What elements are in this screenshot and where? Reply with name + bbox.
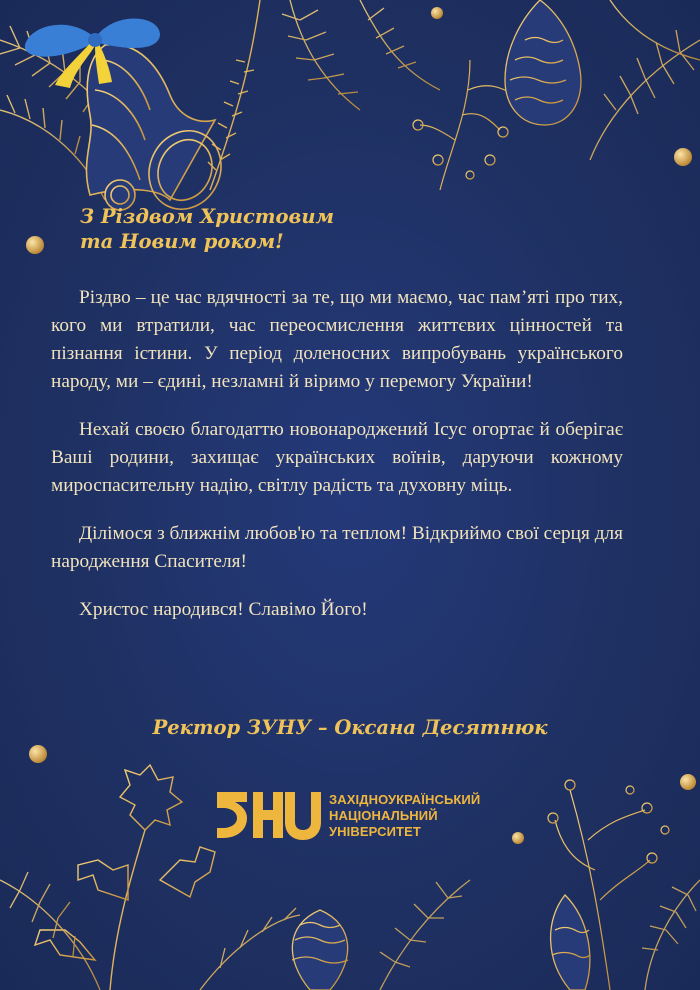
pine-branch-icon bbox=[282, 0, 440, 110]
pine-branch-icon bbox=[0, 872, 300, 990]
greeting-title bbox=[80, 204, 500, 254]
paragraph: Христос народився! Славімо Його! bbox=[79, 599, 368, 620]
pine-branch-icon bbox=[642, 880, 700, 990]
pine-branch-icon bbox=[380, 880, 470, 990]
logo-text bbox=[329, 792, 480, 840]
logo-line-2: НАЦІОНАЛЬНИЙ bbox=[329, 808, 438, 823]
paragraph: Нехай своєю благодаттю новонароджений Ісус огортає й оберігає Ваші родини, захищає українських воїнів, даруючи кожному мироспасительну надію, світлу радість та духовну міць. bbox=[51, 419, 623, 496]
greeting-body bbox=[51, 284, 623, 644]
logo-line-1: ЗАХІДНОУКРАЇНСЬКИЙ bbox=[329, 792, 481, 807]
paragraph: Ділімося з ближнім любов'ю та теплом! Відкриймо свої серця для народження Спасителя! bbox=[51, 523, 623, 572]
greeting-line-2: та Новим роком! bbox=[80, 230, 284, 253]
signature: Ректор ЗУНУ – Оксана Десятнюк bbox=[152, 716, 548, 739]
greeting-line-1: З Різдвом Христовим bbox=[80, 205, 335, 228]
willow-branch-icon bbox=[208, 0, 260, 190]
paragraph: Різдво – це час вдячності за те, що ми маємо, час пам’яті про тих, кого ми втратили, час переосмислення життєвих цінностей та пізнання істини. У період доленосних випробувань українського народу, ми – єдині, незламні й віримо у перемогу України! bbox=[51, 287, 623, 392]
holly-leaf-icon bbox=[35, 765, 215, 990]
university-logo bbox=[213, 784, 513, 846]
logo-mark-icon bbox=[213, 784, 323, 846]
logo-line-3: УНІВЕРСИТЕТ bbox=[329, 824, 421, 839]
pine-branch-icon bbox=[590, 0, 700, 160]
pine-cone-icon bbox=[505, 0, 581, 125]
pine-cone-icon bbox=[551, 895, 590, 990]
pine-cone-icon bbox=[292, 910, 348, 990]
